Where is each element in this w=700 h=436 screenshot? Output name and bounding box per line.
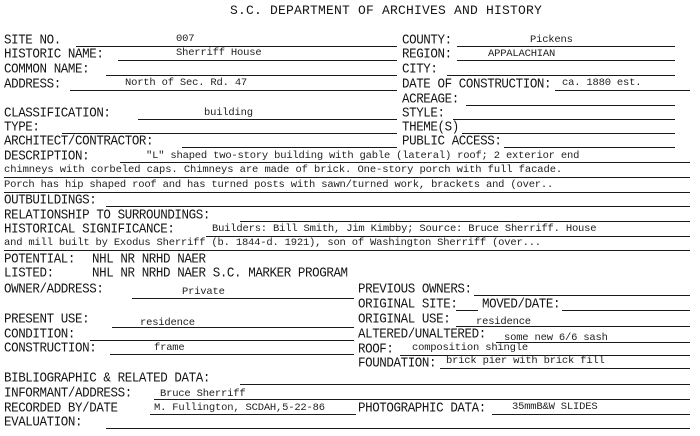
owner-address-value: Private — [182, 286, 225, 298]
bibliographic-line — [240, 384, 690, 385]
type-label: TYPE: — [4, 119, 40, 136]
recorded-by-label: RECORDED BY/DATE — [4, 400, 118, 417]
address-label: ADDRESS: — [4, 76, 61, 93]
present-use-line — [112, 327, 354, 328]
moved-date-line — [562, 310, 690, 311]
address-line — [70, 90, 397, 91]
common-name-label: COMMON NAME: — [4, 61, 90, 78]
owner-address-label: OWNER/ADDRESS: — [4, 281, 104, 298]
theme-label: THEME(S) — [402, 119, 459, 136]
original-use-value: residence — [476, 316, 531, 328]
potential-options: NHL NR NRHD NAER — [92, 251, 206, 268]
roof-label: ROOF: — [358, 341, 394, 358]
region-value: APPALACHIAN — [488, 48, 556, 60]
form-title: S.C. DEPARTMENT OF ARCHIVES AND HISTORY — [230, 3, 543, 18]
architect-line — [182, 147, 397, 148]
description-line-2: chimneys with corbeled caps. Chimneys are made of brick. One-story porch with full facade. — [4, 164, 563, 176]
date-of-construction-label: DATE OF CONSTRUCTION: — [402, 76, 552, 93]
evaluation-line — [106, 428, 690, 429]
historical-significance-rule-2 — [4, 250, 690, 251]
previous-owners-line — [474, 295, 690, 296]
date-of-construction-value: ca. 1880 est. — [562, 77, 642, 89]
recorded-by-value: M. Fullington, SCDAH,5-22-86 — [154, 402, 325, 414]
original-use-line — [456, 326, 690, 327]
description-label: DESCRIPTION: — [4, 148, 90, 165]
region-line — [457, 60, 675, 61]
evaluation-label: EVALUATION: — [4, 414, 83, 431]
informant-label: INFORMANT/ADDRESS: — [4, 385, 132, 402]
public-access-line — [504, 147, 675, 148]
date-of-construction-line — [555, 90, 690, 91]
foundation-value: brick pier with brick fill — [446, 355, 605, 367]
classification-value: building — [204, 107, 253, 119]
county-label: COUNTY: — [402, 32, 452, 49]
historic-name-line — [118, 60, 397, 61]
informant-line — [154, 399, 690, 400]
construction-label: CONSTRUCTION: — [4, 340, 97, 357]
owner-address-line — [132, 298, 354, 299]
roof-value: composition shingle — [412, 342, 528, 354]
potential-label: POTENTIAL: — [4, 251, 76, 268]
original-site-line — [456, 310, 478, 311]
moved-date-label: MOVED/DATE: — [482, 296, 561, 313]
present-use-label: PRESENT USE: — [4, 311, 90, 328]
historical-significance-line-1: Builders: Bill Smith, Jim Kimbby; Source: Bruce Sherriff. House — [212, 223, 597, 235]
photographic-line — [492, 414, 690, 415]
classification-label: CLASSIFICATION: — [4, 105, 111, 122]
recorded-by-line — [150, 414, 356, 415]
classification-line — [138, 119, 397, 120]
listed-options: NHL NR NRHD NAER S.C. MARKER PROGRAM — [92, 265, 348, 282]
condition-line — [90, 340, 354, 341]
site-no-label: SITE NO. — [4, 32, 61, 49]
common-name-line — [106, 75, 397, 76]
construction-value: frame — [154, 342, 185, 354]
historic-name-label: HISTORIC NAME: — [4, 46, 104, 63]
condition-label: CONDITION: — [4, 326, 76, 343]
photographic-label: PHOTOGRAPHIC DATA: — [358, 400, 486, 417]
original-site-label: ORIGINAL SITE: — [358, 296, 458, 313]
acreage-line — [466, 105, 675, 106]
bibliographic-label: BIBLIOGRAPHIC & RELATED DATA: — [4, 370, 210, 387]
informant-value: Bruce Sherriff — [160, 388, 246, 400]
historical-significance-line-2: and mill built by Exodus Sherriff (b. 1844-d. 1921), son of Washington Sherriff (over... — [4, 237, 541, 249]
description-line-3: Porch has hip shaped roof and has turned posts with sawn/turned work, brackets and (over.. — [4, 179, 554, 191]
public-access-label: PUBLIC ACCESS: — [402, 133, 502, 150]
foundation-line — [440, 368, 690, 369]
architect-label: ARCHITECT/CONTRACTOR: — [4, 133, 154, 150]
listed-label: LISTED: — [4, 265, 54, 282]
description-rule-2 — [4, 177, 690, 178]
photographic-value: 35mmB&W SLIDES — [512, 401, 598, 413]
description-rule-3 — [4, 192, 690, 193]
present-use-value: residence — [140, 317, 195, 329]
relationship-line — [240, 221, 690, 222]
original-use-label: ORIGINAL USE: — [358, 311, 451, 328]
description-line-1: "L" shaped two-story building with gable (lateral) roof; 2 exterior end — [146, 150, 580, 162]
address-value: North of Sec. Rd. 47 — [125, 77, 248, 89]
site-no-value: 007 — [176, 33, 195, 45]
city-label: CITY: — [402, 61, 438, 78]
historical-significance-label: HISTORICAL SIGNIFICANCE: — [4, 221, 175, 238]
city-line — [447, 75, 675, 76]
previous-owners-label: PREVIOUS OWNERS: — [358, 281, 472, 298]
style-line — [453, 119, 675, 120]
construction-line — [110, 354, 354, 355]
historic-name-value: Sherriff House — [176, 47, 262, 59]
foundation-label: FOUNDATION: — [358, 355, 437, 372]
relationship-label: RELATIONSHIP TO SURROUNDINGS: — [4, 207, 210, 224]
outbuildings-label: OUTBUILDINGS: — [4, 192, 97, 209]
style-label: STYLE: — [402, 105, 445, 122]
region-label: REGION: — [402, 46, 452, 63]
altered-value: some new 6/6 sash — [504, 332, 608, 344]
county-value: Pickens — [530, 34, 573, 46]
acreage-label: ACREAGE: — [402, 91, 459, 108]
altered-label: ALTERED/UNALTERED: — [358, 326, 486, 343]
county-line — [457, 46, 675, 47]
description-rule-1 — [120, 162, 690, 163]
outbuildings-line — [106, 206, 690, 207]
